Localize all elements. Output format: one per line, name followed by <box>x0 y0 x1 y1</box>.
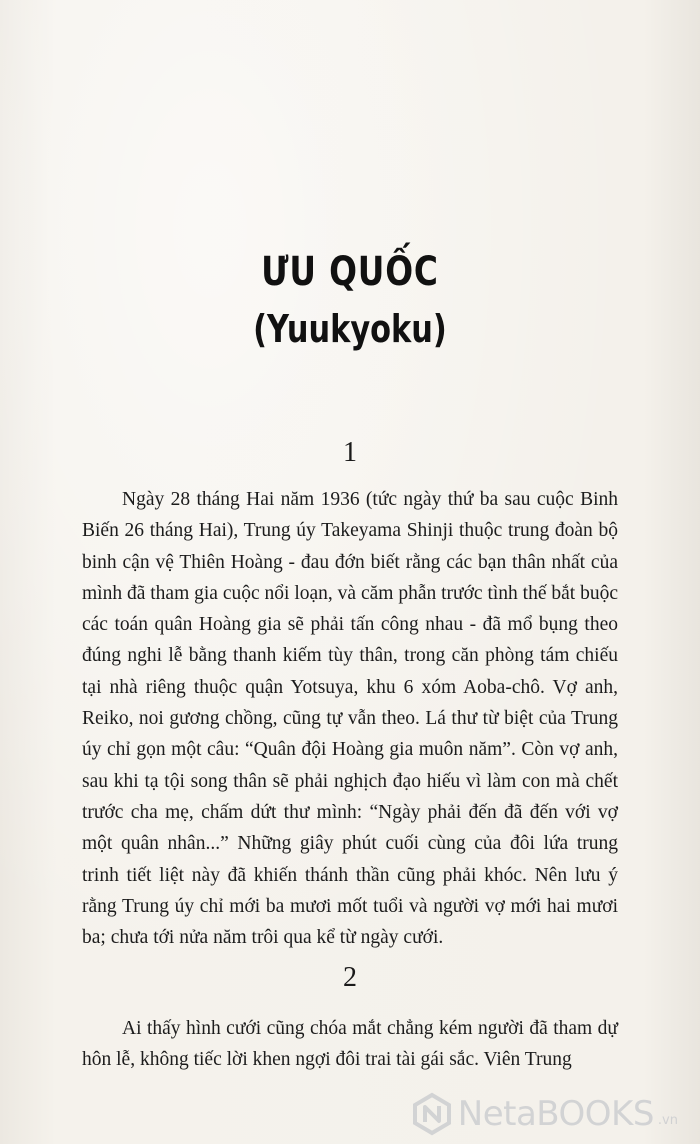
section-2-text <box>82 1013 618 1076</box>
watermark-logo <box>410 1092 678 1136</box>
watermark-brand: NetaBOOKS <box>457 1094 654 1134</box>
paragraph: Ai thấy hình cưới cũng chóa mắt chẳng kém người đã tham dự hôn lễ, không tiếc lời khen ngợi đôi trai tài gái sắc. Viên Trung <box>82 1018 618 1071</box>
section-number-1: 1 <box>343 437 357 468</box>
chapter-title: ƯU QUỐC <box>261 249 439 295</box>
watermark-suffix: .vn <box>657 1113 678 1128</box>
section-1-text <box>82 484 618 953</box>
section-number-2: 2 <box>343 962 357 993</box>
netabooks-logo-icon <box>410 1092 454 1136</box>
reverse-side-bleed-through <box>78 100 678 126</box>
paragraph: Ngày 28 tháng Hai năm 1936 (tức ngày thứ ba sau cuộc Binh Biến 26 tháng Hai), Trung úy Takeyama Shinji thuộc trung đoàn bộ binh cận vệ Thiên Hoàng - đau đớn biết rằng các bạn thân nhất của mình đã tham gia cuộc nổi loạn, và căm phẫn trước tình thế bắt buộc các toán quân Hoàng gia sẽ phải tấn công nhau - đã mổ bụng theo đúng nghi lễ bằng thanh kiếm tùy thân, trong căn phòng tám chiếu tại nhà riêng thuộc quận Yotsuya, khu 6 xóm Aoba-chô. Vợ anh, Reiko, noi gương chồng, cũng tự vẫn theo. Lá thư từ biệt của Trung úy chỉ gọn một câu: “Quân đội Hoàng gia muôn năm”. Còn vợ anh, sau khi tạ tội song thân sẽ phải nghịch đạo hiếu vì làm con mà chết trước cha mẹ, chấm dứt thư mình: “Ngày phải đến đã đến với vợ một quân nhân...” Những giây phút cuối cùng của đôi lứa trung trinh tiết liệt này đã khiến thánh thần cũng phải khóc. Nên lưu ý rằng Trung úy chỉ mới ba mươi mốt tuổi và người vợ mới hai mươi ba; chưa tới nửa năm trôi qua kể từ ngày cưới. <box>82 489 618 949</box>
chapter-subtitle: (Yuukyoku) <box>253 307 447 351</box>
